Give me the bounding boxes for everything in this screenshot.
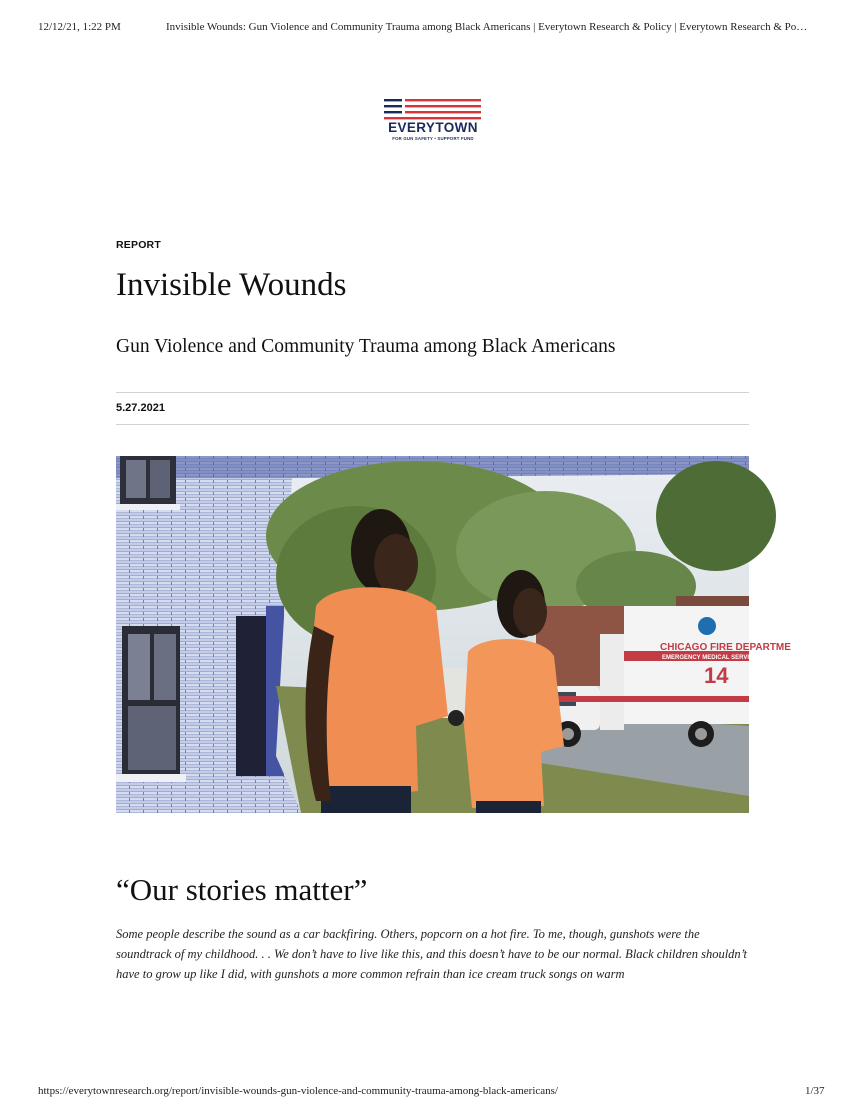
- page-number: 1/37: [805, 1085, 825, 1097]
- print-url[interactable]: https://everytownresearch.org/report/invisible-wounds-gun-violence-and-community-trauma-among-black-americans/: [38, 1085, 558, 1097]
- print-header: [0, 0, 863, 50]
- quote-paragraph: Some people describe the sound as a car backfiring. Others, popcorn on a hot fire. To me, though, gunshots were the soundtrack of my childhood. . . We don’t have to live like this, and this doesn’t have to be our normal. Black children shouldn’t have to grow up like I did, with gunshots a more common refrain than ice cream truck songs on warm: [116, 927, 747, 981]
- logo-tagline: FOR GUN SAFETY • SUPPORT FUND: [392, 136, 474, 141]
- article-kicker: REPORT: [116, 239, 161, 251]
- ambulance-number: 14: [704, 663, 729, 688]
- print-page-title: Invisible Wounds: Gun Violence and Community Trauma among Black Americans | Everytown Research & Policy | Everytown Research & Po…: [166, 21, 808, 33]
- hero-image: [116, 456, 791, 813]
- everytown-logo[interactable]: [384, 98, 482, 146]
- print-datetime: 12/12/21, 1:22 PM: [38, 21, 121, 33]
- flag-stripes-icon: [384, 98, 482, 120]
- article-title: Invisible Wounds: [116, 267, 347, 303]
- ambulance-text-1: CHICAGO FIRE DEPARTME: [660, 642, 791, 653]
- logo-wordmark: EVERYTOWN: [388, 120, 478, 135]
- article-subtitle: Gun Violence and Community Trauma among Black Americans: [116, 336, 616, 357]
- print-footer: [0, 1080, 863, 1110]
- hero-photo-illustration: [116, 456, 791, 813]
- publish-date: 5.27.2021: [116, 402, 165, 414]
- divider-top: [116, 392, 749, 393]
- section-title: “Our stories matter”: [116, 872, 368, 907]
- divider-bottom: [116, 424, 749, 425]
- ambulance-text-2: EMERGENCY MEDICAL SERVICE: [662, 655, 758, 661]
